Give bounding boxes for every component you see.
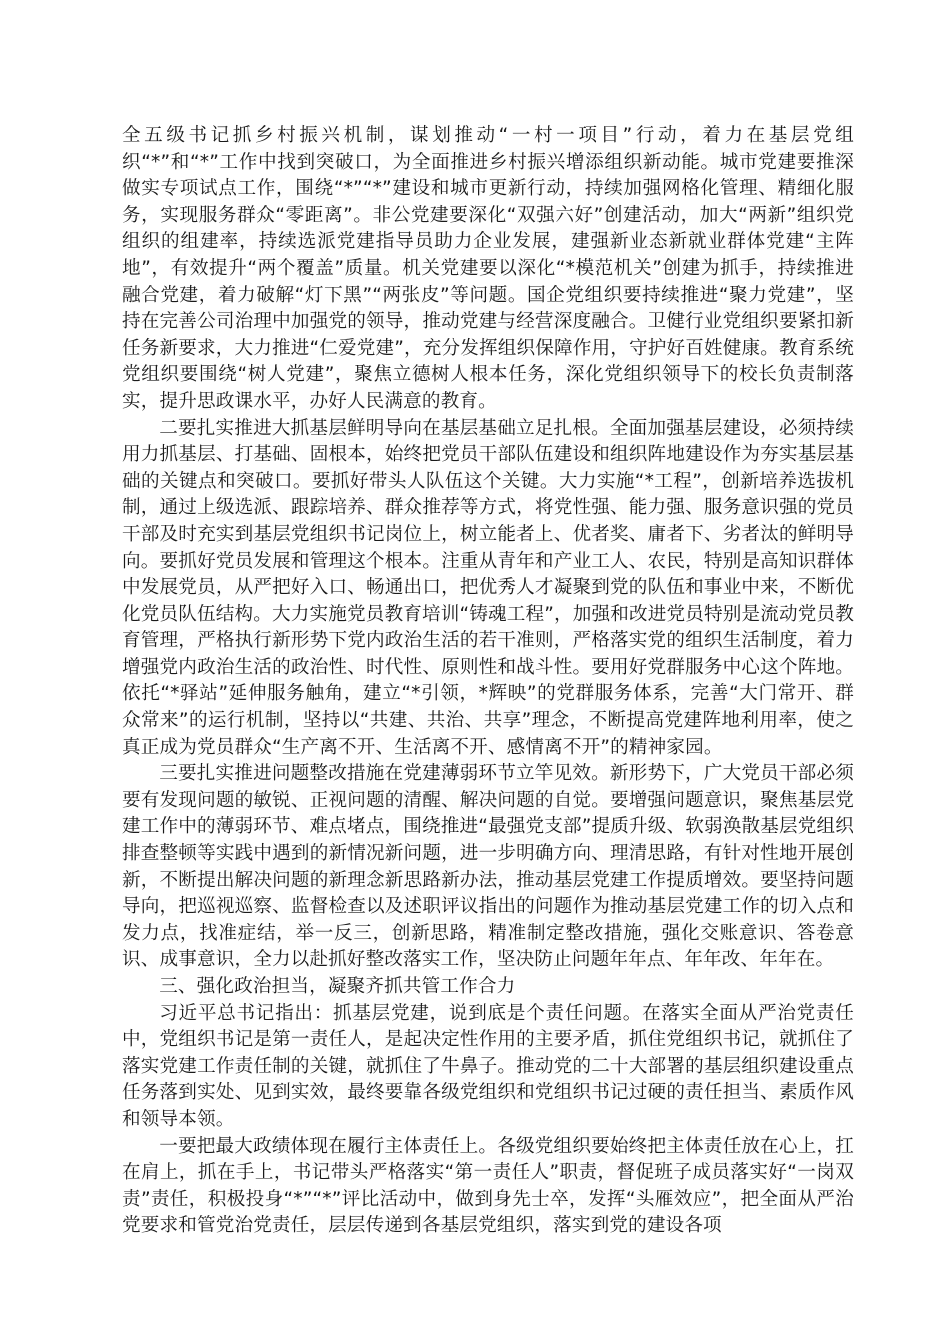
- paragraph-2: 二要扎实推进大抓基层鲜明导向在基层基础立足扎根。全面加强基层建设，必须持续用力抓基层、打基础、固根本，始终把党员干部队伍建设和组织阵地建设作为夯实基层基础的关键点和突破口。要抓好带头人队伍这个关键。大力实施“*工程”，创新培养选拔机制，通过上级选派、跟踪培养、群众推荐等方式，将党性强、能力强、服务意识强的党员干部及时充实到基层党组织书记岗位上，树立能者上、优者奖、庸者下、劣者汰的鲜明导向。要抓好党员发展和管理这个根本。注重从青年和产业工人、农民，特别是高知识群体中发展党员，从严把好入口、畅通出口，把优秀人才凝聚到党的队伍和事业中来，不断优化党员队伍结构。大力实施党员教育培训“铸魂工程”，加强和改进党员特别是流动党员教育管理，严格执行新形势下党内政治生活的若干准则，严格落实党的组织生活制度，着力增强党内政治生活的政治性、时代性、原则性和战斗性。要用好党群服务中心这个阵地。依托“*驿站”延伸服务触角，建立“*引领，*辉映”的党群服务体系，完善“大门常开、群众常来”的运行机制，坚持以“共建、共治、共享”理念，不断提高党建阵地利用率，使之真正成为党员群众“生产离不开、生活离不开、感情离不开”的精神家园。: [122, 417, 854, 758]
- document-body: [122, 123, 854, 1240]
- paragraph-5: 一要把最大政绩体现在履行主体责任上。各级党组织要始终把主体责任放在心上，扛在肩上，抓在手上，书记带头严格落实“第一责任人”职责，督促班子成员落实好“一岗双责”责任，积极投身“*”“*”评比活动中，做到身先士卒，发挥“头雁效应”，把全面从严治党要求和管党治党责任，层层传递到各基层党组织，落实到党的建设各项: [122, 1135, 854, 1237]
- paragraph-3: 三要扎实推进问题整改措施在党建薄弱环节立竿见效。新形势下，广大党员干部必须要有发现问题的敏锐、正视问题的清醒、解决问题的自觉。要增强问题意识，聚焦基层党建工作中的薄弱环节、难点堵点，围绕推进“最强党支部”提质升级、软弱涣散基层党组织排查整顿等实践中遇到的新情况新问题，进一步明确方向、理清思路，有针对性地开展创新，不断提出解决问题的新理念新思路新办法，推动基层党建工作提质增效。要坚持问题导向，把巡视巡察、监督检查以及述职评议指出的问题作为推动基层党建工作的切入点和发力点，找准症结，举一反三，创新思路，精准制定整改措施，强化交账意识、答卷意识、成事意识，全力以赴抓好整改落实工作，坚决防止问题年年点、年年改、年年在。: [122, 763, 854, 971]
- paragraph-1: 全五级书记抓乡村振兴机制，谋划推动“一村一项目”行动，着力在基层党组织“*”和“*”工作中找到突破口，为全面推进乡村振兴增添组织新动能。城市党建要推深做实专项试点工作，围绕“*”“*”建设和城市更新行动，持续加强网格化管理、精细化服务，实现服务群众“零距离”。非公党建要深化“双强六好”创建活动，加大“两新”组织党组织的组建率，持续选派党建指导员助力企业发展，建强新业态新就业群体党建“主阵地”，有效提升“两个覆盖”质量。机关党建要以深化“*模范机关”创建为抓手，持续推进融合党建，着力破解“灯下黑”“两张皮”等问题。国企党组织要持续推进“聚力党建”，坚持在完善公司治理中加强党的领导，推动党建与经营深度融合。卫健行业党组织要紧扣新任务新要求，大力推进“仁爱党建”，充分发挥组织保障作用，守护好百姓健康。教育系统党组织要围绕“树人党建”，聚焦立德树人根本任务，深化党组织领导下的校长负责制落实，提升思政课水平，办好人民满意的教育。: [122, 125, 854, 412]
- paragraph-4: 习近平总书记指出：抓基层党建，说到底是个责任问题。在落实全面从严治党责任中，党组织书记是第一责任人，是起决定性作用的主要矛盾，抓住党组织书记，就抓住了落实党建工作责任制的关键，就抓住了牛鼻子。推动党的二十大部署的基层组织建设重点任务落到实处、见到实效，最终要靠各级党组织和党组织书记过硬的责任担当、素质作风和领导本领。: [122, 1002, 854, 1130]
- section-heading-3: 三、强化政治担当，凝聚齐抓共管工作合力: [159, 976, 516, 997]
